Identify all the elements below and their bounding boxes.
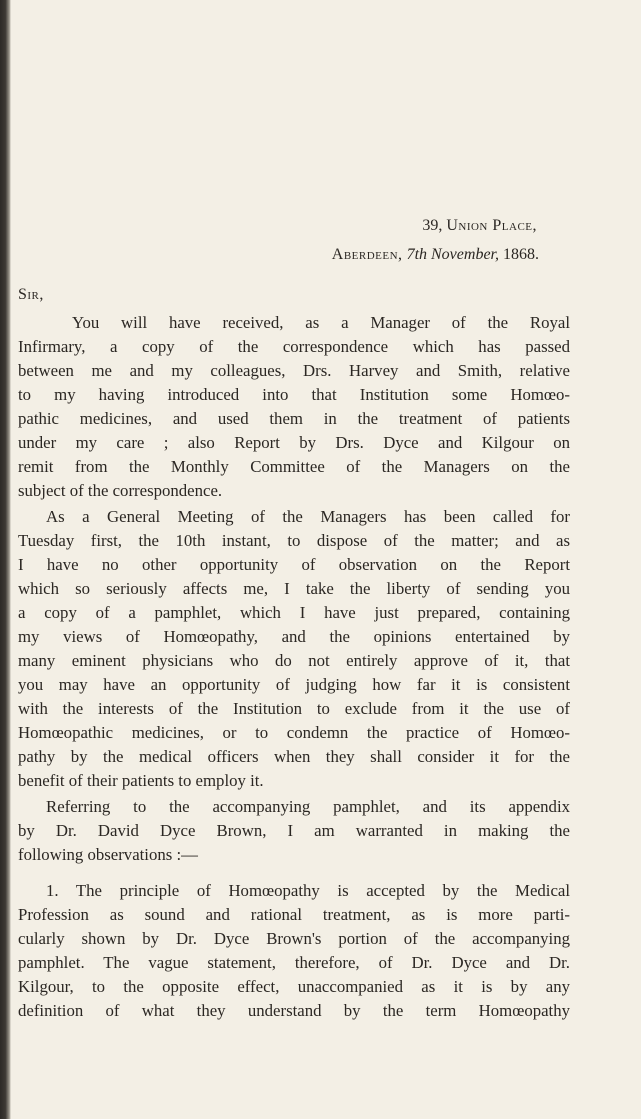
salutation: Sir, bbox=[18, 286, 44, 303]
body-line: Homœopathic medicines, or to condemn the practice of Homœo- bbox=[18, 723, 570, 742]
body-line: Tuesday first, the 10th instant, to dispose of the matter; and as bbox=[18, 531, 570, 550]
body-line: I have no other opportunity of observation on the Report bbox=[18, 555, 570, 574]
body-line: Kilgour, to the opposite effect, unaccompanied as it is by any bbox=[18, 977, 570, 996]
body-line: pathic medicines, and used them in the treatment of patients bbox=[18, 409, 570, 428]
body-line: under my care ; also Report by Drs. Dyce and Kilgour on bbox=[18, 433, 570, 452]
body-line: Referring to the accompanying pamphlet, and its appendix bbox=[46, 797, 570, 816]
body-line: between me and my colleagues, Drs. Harvey and Smith, relative bbox=[18, 361, 570, 380]
body-line: Infirmary, a copy of the correspondence which has passed bbox=[18, 337, 570, 356]
body-line: pamphlet. The vague statement, therefore, of Dr. Dyce and Dr. bbox=[18, 953, 570, 972]
city-name: Aberdeen, bbox=[331, 246, 403, 263]
body-line: following observations :— bbox=[18, 845, 198, 864]
body-line: you may have an opportunity of judging how far it is consistent bbox=[18, 675, 570, 694]
body-line: remit from the Monthly Committee of the Managers on the bbox=[18, 457, 570, 476]
body-line: subject of the correspondence. bbox=[18, 481, 223, 500]
body-line: Profession as sound and rational treatment, as is more parti- bbox=[18, 905, 570, 924]
body-line: my views of Homœopathy, and the opinions entertained by bbox=[18, 627, 570, 646]
body-line: by Dr. David Dyce Brown, I am warranted in making the bbox=[18, 821, 570, 840]
body-line: many eminent physicians who do not entirely approve of it, that bbox=[18, 651, 570, 670]
address-line-2 bbox=[332, 244, 539, 266]
body-line: benefit of their patients to employ it. bbox=[18, 771, 264, 790]
body-line: You will have received, as a Manager of the Royal bbox=[72, 313, 570, 332]
address-line-1 bbox=[422, 215, 537, 237]
body-line: to my having introduced into that Institution some Homœo- bbox=[18, 385, 570, 404]
house-number: 39, bbox=[422, 217, 443, 234]
letter-date: 7th November, bbox=[406, 246, 499, 263]
street-name: Union Place, bbox=[446, 217, 537, 234]
body-line: As a General Meeting of the Managers has been called for bbox=[46, 507, 570, 526]
body-line: with the interests of the Institution to exclude from it the use of bbox=[18, 699, 570, 718]
letter-year: 1868. bbox=[503, 246, 539, 263]
body-line: which so seriously affects me, I take the liberty of sending you bbox=[18, 579, 570, 598]
body-line: cularly shown by Dr. Dyce Brown's portion of the accompanying bbox=[18, 929, 570, 948]
body-line: a copy of a pamphlet, which I have just prepared, containing bbox=[18, 603, 570, 622]
body-line: 1. The principle of Homœopathy is accepted by the Medical bbox=[46, 881, 570, 900]
body-line: pathy by the medical officers when they shall consider it for the bbox=[18, 747, 570, 766]
body-line: definition of what they understand by the term Homœopathy bbox=[18, 1001, 570, 1020]
